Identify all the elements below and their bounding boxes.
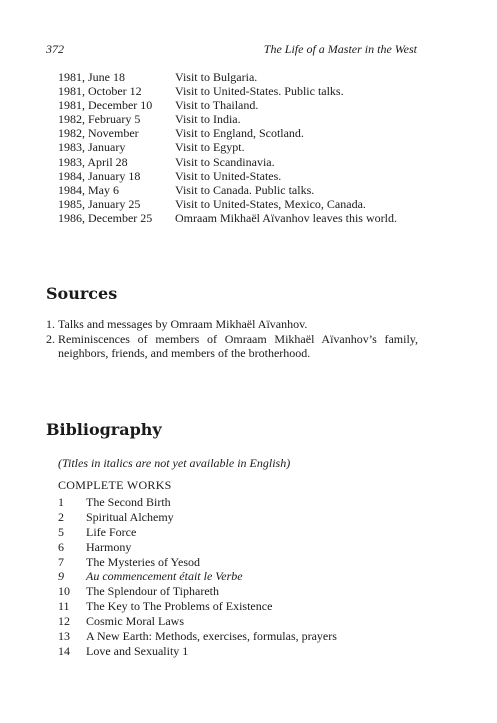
chronology-event: Visit to United-States. Public talks. — [175, 84, 344, 99]
chronology-event: Visit to Thailand. — [175, 98, 259, 113]
work-item — [58, 569, 438, 584]
sources-heading: Sources — [46, 284, 118, 303]
bibliography-heading: Bibliography — [46, 420, 162, 439]
chronology-event: Visit to England, Scotland. — [175, 126, 304, 141]
work-item — [58, 555, 438, 570]
work-title: Spiritual Alchemy — [86, 509, 174, 524]
chronology-row — [58, 155, 438, 169]
chronology-row — [58, 169, 438, 183]
work-item — [58, 540, 438, 555]
work-number: 7 — [58, 554, 64, 569]
work-title: The Key to The Problems of Existence — [86, 599, 273, 614]
work-title: The Mysteries of Yesod — [86, 554, 200, 569]
work-item — [58, 584, 438, 599]
source-item — [46, 332, 418, 361]
chronology-date: 1983, January — [58, 140, 126, 155]
work-number: 11 — [58, 599, 70, 614]
chronology-event: Visit to India. — [175, 112, 241, 127]
chronology-date: 1981, June 18 — [58, 70, 125, 84]
work-item — [58, 525, 438, 540]
work-item — [58, 510, 438, 525]
sources-list — [46, 317, 418, 361]
source-item — [46, 317, 418, 332]
work-title: Love and Sexuality 1 — [86, 643, 189, 658]
chronology-date: 1981, December 10 — [58, 98, 153, 113]
source-number: 2. — [46, 331, 55, 346]
work-number: 2 — [58, 509, 64, 524]
chronology-row — [58, 84, 438, 98]
work-item — [58, 629, 438, 644]
chronology-date: 1982, November — [58, 126, 139, 141]
running-title: The Life of a Master in the West — [263, 42, 417, 56]
chronology-row — [58, 197, 438, 211]
work-title: A New Earth: Methods, exercises, formulas, prayers — [86, 629, 337, 644]
work-number: 13 — [58, 629, 70, 644]
work-item — [58, 599, 438, 614]
chronology-list — [58, 70, 438, 225]
italics-note: (Titles in italics are not yet available in English) — [58, 456, 291, 470]
chronology-row — [58, 183, 438, 197]
source-number: 1. — [46, 317, 55, 331]
work-number: 14 — [58, 643, 70, 658]
complete-works-heading: COMPLETE WORKS — [58, 478, 172, 492]
chronology-row — [58, 70, 438, 84]
work-item — [58, 614, 438, 629]
source-text: Talks and messages by Omraam Mikhaël Aïvanhov. — [58, 317, 308, 331]
work-title: The Second Birth — [86, 495, 171, 509]
chronology-event: Visit to United-States. — [175, 168, 282, 183]
work-number: 5 — [58, 524, 64, 539]
chronology-row — [58, 211, 438, 225]
chronology-event: Visit to United-States, Mexico, Canada. — [175, 196, 366, 211]
work-title: Cosmic Moral Laws — [86, 614, 184, 629]
page-header — [46, 42, 417, 58]
work-title: Harmony — [86, 539, 132, 554]
page-number: 372 — [46, 42, 64, 56]
work-number: 6 — [58, 539, 64, 554]
work-number: 9 — [58, 569, 64, 584]
chronology-row — [58, 98, 438, 112]
chronology-date: 1981, October 12 — [58, 84, 142, 99]
work-item — [58, 644, 438, 659]
chronology-event: Omraam Mikhaël Aïvanhov leaves this world. — [175, 210, 397, 225]
chronology-date: 1984, May 6 — [58, 182, 119, 197]
work-number: 12 — [58, 614, 70, 629]
chronology-row — [58, 126, 438, 140]
chronology-date: 1983, April 28 — [58, 154, 128, 169]
chronology-event: Visit to Scandinavia. — [175, 154, 275, 169]
chronology-event: Visit to Egypt. — [175, 140, 245, 155]
chronology-row — [58, 140, 438, 154]
chronology-row — [58, 112, 438, 126]
work-item — [58, 495, 438, 510]
work-title: Life Force — [86, 524, 137, 539]
work-number: 1 — [58, 495, 64, 509]
chronology-event: Visit to Bulgaria. — [175, 70, 258, 84]
chronology-event: Visit to Canada. Public talks. — [175, 182, 315, 197]
chronology-date: 1984, January 18 — [58, 168, 141, 183]
source-text: Reminiscences of members of Omraam Mikhaël Aïvanhov’s family, neighbors, friends, and members of the brotherhood. — [58, 331, 418, 360]
chronology-date: 1985, January 25 — [58, 196, 141, 211]
works-list — [58, 495, 438, 659]
work-title: Au commencement était le Verbe — [86, 569, 243, 584]
chronology-date: 1982, February 5 — [58, 112, 141, 127]
work-title: The Splendour of Tiphareth — [86, 584, 219, 599]
chronology-date: 1986, December 25 — [58, 210, 153, 225]
work-number: 10 — [58, 584, 70, 599]
